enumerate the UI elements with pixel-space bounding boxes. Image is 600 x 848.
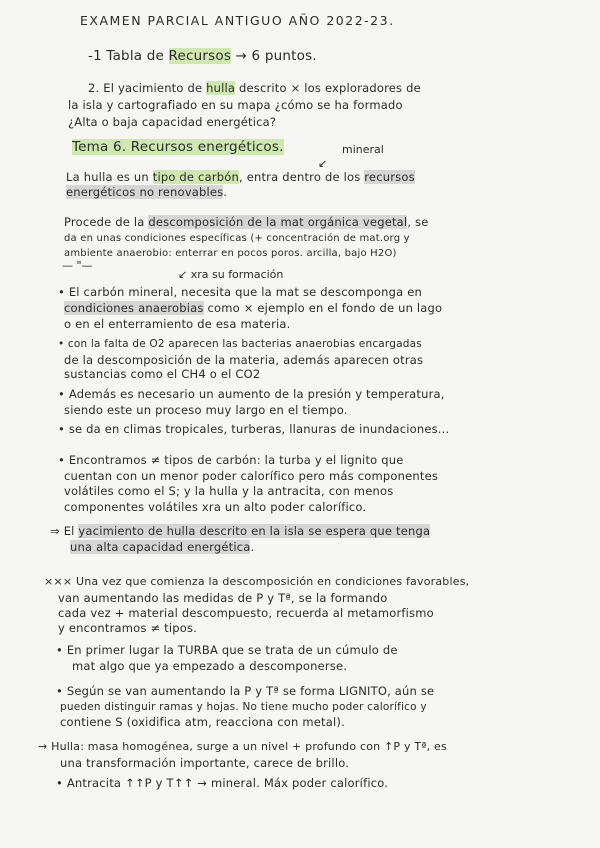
annotation-formacion: ↙ xra su formación bbox=[178, 268, 284, 281]
bullet-5-line-4: componentes volátiles xra un alto poder calorífico. bbox=[64, 500, 367, 514]
bullet-1-line-3: o en el enterramiento de esa materia. bbox=[64, 317, 291, 331]
bullet-5-line-2: cuentan con un menor poder calorífico pero más componentes bbox=[64, 469, 439, 483]
intro-line-2: energéticos no renovables. bbox=[66, 185, 228, 199]
stage-1-line-1: • En primer lugar la TURBA que se trata de un cúmulo de bbox=[56, 643, 398, 657]
procede-line-1: Procede de la descomposición de la mat orgánica vegetal, se bbox=[64, 215, 429, 229]
question-line-1: 2. El yacimiento de hulla descrito × los exploradores de bbox=[88, 81, 421, 95]
bullet-2-line-2: de la descomposición de la materia, además aparecen otras bbox=[64, 353, 424, 367]
stage-3-line-1: → Hulla: masa homogénea, surge a un nivel + profundo con ↑P y Tª, es bbox=[38, 740, 447, 753]
bullet-3-line-2: siendo este un proceso muy largo en el tiempo. bbox=[64, 403, 348, 417]
bullet-5-line-1: • Encontramos ≠ tipos de carbón: la turba y el lignito que bbox=[58, 453, 404, 467]
page-title: EXAMEN PARCIAL ANTIGUO AÑO 2022-23. bbox=[80, 13, 395, 28]
stage-2-line-3: contiene S (oxidifica atm, reacciona con metal). bbox=[60, 715, 345, 729]
annotation-mineral: mineral bbox=[342, 143, 384, 156]
bullet-5-line-3: volátiles como el S; y la hulla y la antracita, con menos bbox=[64, 484, 394, 498]
extra-line-2: van aumentando las medidas de P y Tª, se la formando bbox=[58, 591, 388, 605]
question-line-3: ¿Alta o baja capacidad energética? bbox=[68, 115, 277, 129]
conclusion-line-1: ⇒ El yacimiento de hulla descrito en la isla se espera que tenga bbox=[50, 524, 431, 538]
extra-line-3: cada vez + material descompuesto, recuerda al metamorfismo bbox=[58, 606, 434, 620]
procede-line-2: da en unas condiciones específicas (+ concentración de mat.org y bbox=[64, 233, 410, 244]
stage-3-line-2: una transformación importante, carece de brillo. bbox=[60, 756, 350, 770]
stage-4-line-1: • Antracita ↑↑P y T↑↑ → mineral. Máx poder calorífico. bbox=[56, 776, 389, 790]
bullet-1-line-2: condiciones anaerobias como × ejemplo en el fondo de un lago bbox=[64, 301, 443, 315]
stage-2-line-2: pueden distinguir ramas y hojas. No tiene mucho poder calorífico y bbox=[60, 701, 427, 713]
bullet-2-line-1: • con la falta de O2 aparecen las bacterias anaerobias encargadas bbox=[58, 338, 422, 350]
stage-1-line-2: mat algo que ya empezado a descomponerse. bbox=[72, 659, 348, 673]
ditto-mark: — "— bbox=[62, 259, 93, 272]
intro-line-1: La hulla es un tipo de carbón, entra dentro de los recursos bbox=[66, 170, 415, 184]
procede-line-3: ambiente anaerobio: enterrar en pocos poros. arcilla, bajo H2O) bbox=[64, 248, 397, 259]
conclusion-line-2: una alta capacidad energética. bbox=[70, 540, 255, 554]
question-line-2: la isla y cartografiado en su mapa ¿cómo se ha formado bbox=[68, 98, 403, 112]
topic-heading: Tema 6. Recursos energéticos. bbox=[72, 139, 284, 155]
bullet-3-line-1: • Además es necesario un aumento de la presión y temperatura, bbox=[58, 387, 445, 401]
section-heading: -1 Tabla de Recursos → 6 puntos. bbox=[88, 48, 317, 64]
bullet-1-line-1: • El carbón mineral, necesita que la mat se descomponga en bbox=[58, 285, 423, 299]
stage-2-line-1: • Según se van aumentando la P y Tª se forma LIGNITO, aún se bbox=[56, 684, 435, 698]
extra-line-4: y encontramos ≠ tipos. bbox=[58, 621, 198, 635]
extra-line-1: ××× Una vez que comienza la descomposición en condiciones favorables, bbox=[44, 575, 470, 588]
bullet-2-line-3: sustancias como el CH4 o el CO2 bbox=[64, 367, 261, 381]
arrow-icon: ↙ bbox=[318, 157, 328, 170]
bullet-4-line-1: • se da en climas tropicales, turberas, llanuras de inundaciones... bbox=[58, 422, 450, 436]
